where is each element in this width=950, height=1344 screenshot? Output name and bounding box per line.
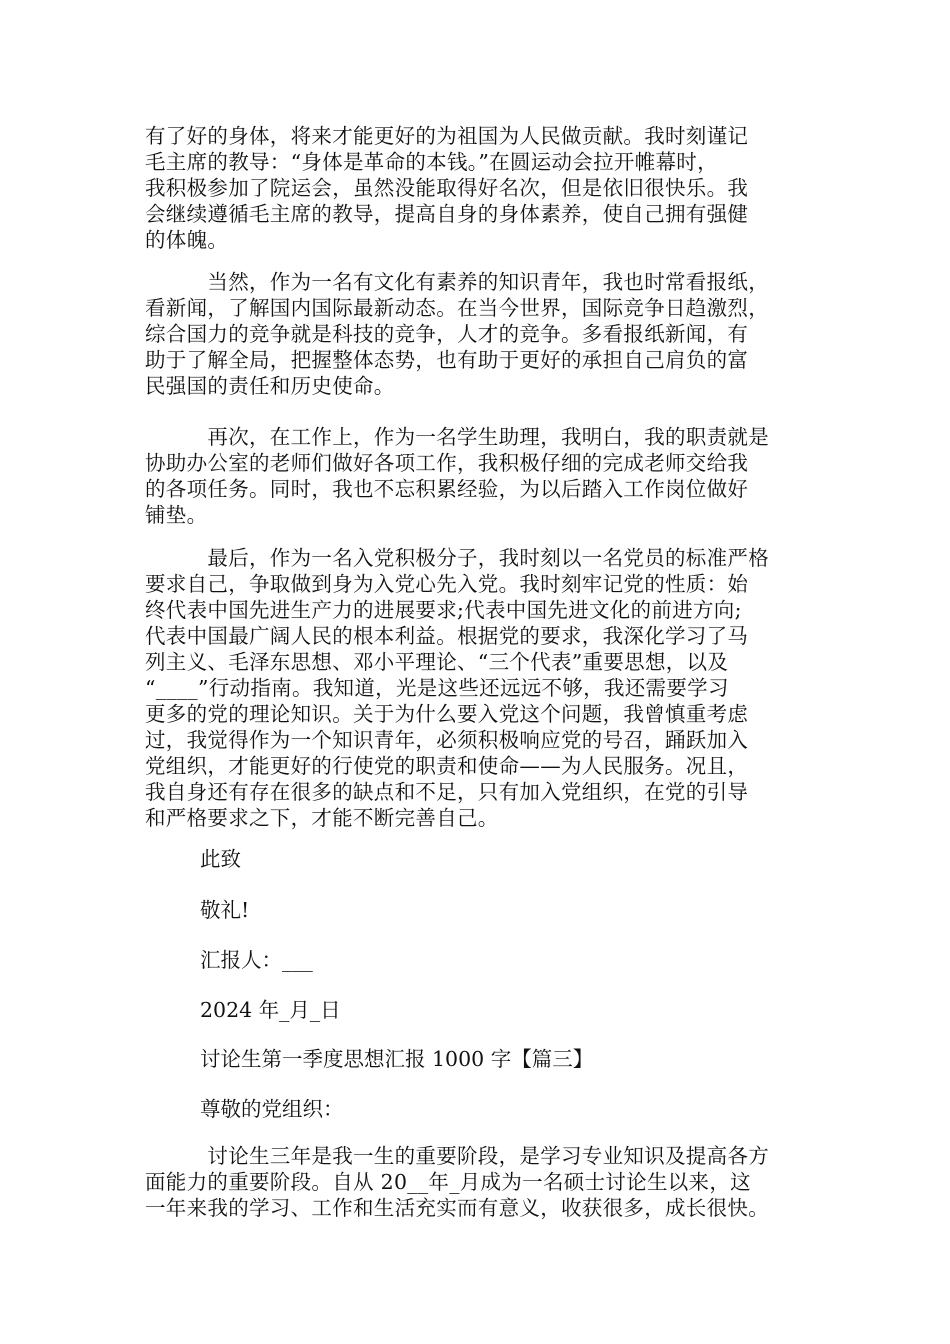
date-line: 2024 年_月_日 (200, 998, 341, 1022)
text-line: 的体魄。 (145, 228, 229, 252)
text-line: 的各项任务。同时，我也不忘积累经验，为以后踏入工作岗位做好 (145, 477, 749, 501)
reporter-line: 汇报人：___ (200, 948, 313, 972)
text-line: 有了好的身体，将来才能更好的为祖国为人民做贡献。我时刻谨记 (145, 124, 749, 148)
text-line: “____”行动指南。我知道，光是这些还远远不够，我还需要学习 (145, 676, 729, 700)
text-line: 代表中国最广阔人民的根本利益。根据党的要求，我深化学习了马 (145, 624, 749, 648)
text-line: 终代表中国先进生产力的进展要求;代表中国先进文化的前进方向; (145, 598, 742, 622)
text-line: 过，我觉得作为一个知识青年，必须积极响应党的号召，踊跃加入 (145, 728, 749, 752)
paragraph-graduate (145, 1143, 830, 1221)
text-line: 我自身还有存在很多的缺点和不足，只有加入党组织，在党的引导 (145, 780, 749, 804)
text-line: 协助办公室的老师们做好各项工作，我积极仔细的完成老师交给我 (145, 451, 749, 475)
text-line: 一年来我的学习、工作和生活充实而有意义，收获很多，成长很快。 (145, 1196, 769, 1220)
text-line: 再次，在工作上，作为一名学生助理，我明白，我的职责就是 (145, 425, 769, 449)
paragraph-news (145, 269, 830, 399)
text-line: 最后，作为一名入党积极分子，我时刻以一名党员的标准严格 (145, 546, 769, 570)
section-title: 讨论生第一季度思想汇报 1000 字【篇三】 (200, 1047, 594, 1071)
text-line: 看新闻，了解国内国际最新动态。在当今世界，国际竞争日趋激烈， (145, 296, 769, 320)
text-line: 党组织，才能更好的行使党的职责和使命——为人民服务。况且， (145, 754, 749, 778)
text-line: 讨论生三年是我一生的重要阶段，是学习专业知识及提高各方 (145, 1144, 769, 1168)
text-line: 和严格要求之下，才能不断完善自己。 (145, 806, 499, 830)
text-line: 要求自己，争取做到身为入党心先入党。我时刻牢记党的性质：始 (145, 572, 749, 596)
text-line: 会继续遵循毛主席的教导，提高自身的身体素养，使自己拥有强健 (145, 202, 749, 226)
text-line: 助于了解全局，把握整体态势，也有助于更好的承担自己肩负的富 (145, 348, 749, 372)
text-line: 我积极参加了院运会，虽然没能取得好名次，但是依旧很快乐。我 (145, 176, 749, 200)
text-line: 民强国的责任和历史使命。 (145, 374, 395, 398)
salutation: 此致 (200, 847, 241, 871)
text-line: 面能力的重要阶段。自从 20__年_月成为一名硕士讨论生以来，这 (145, 1170, 751, 1194)
paragraph-party (145, 545, 830, 831)
text-line: 更多的党的理论知识。关于为什么要入党这个问题，我曾慎重考虑 (145, 702, 749, 726)
text-line: 综合国力的竞争就是科技的竞争，人才的竞争。多看报纸新闻，有 (145, 322, 749, 346)
paragraph-work (145, 424, 830, 528)
paragraph-health (145, 123, 830, 253)
text-line: 铺垫。 (145, 503, 208, 527)
text-line: 列主义、毛泽东思想、邓小平理论、“三个代表”重要思想，以及 (145, 650, 729, 674)
greeting: 尊敬的党组织： (200, 1097, 344, 1121)
text-line: 毛主席的教导：“身体是革命的本钱。”在圆运动会拉开帷幕时， (145, 150, 718, 174)
text-line: 当然，作为一名有文化有素养的知识青年，我也时常看报纸， (145, 270, 769, 294)
regards: 敬礼! (200, 898, 250, 922)
